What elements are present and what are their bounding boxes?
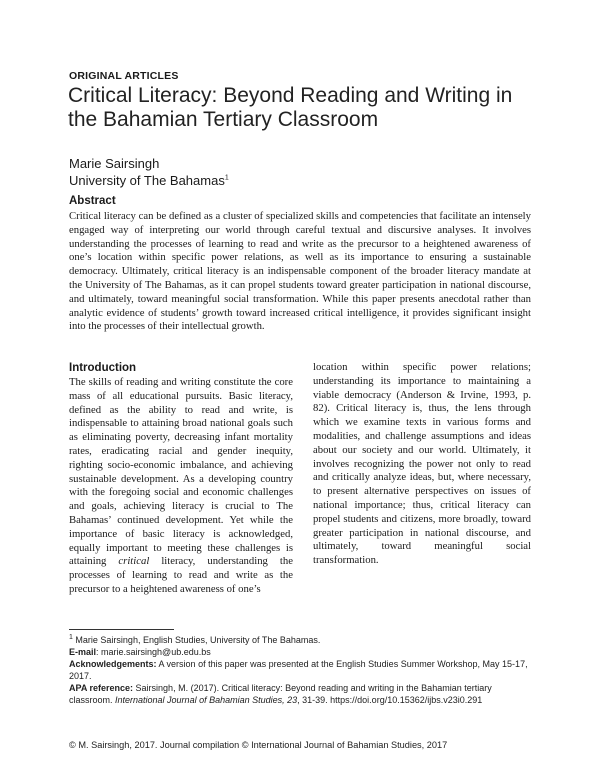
footnote-apa-reference xyxy=(69,682,534,706)
footnote-email: E-mail: marie.sairsingh@ub.edu.bs xyxy=(69,647,211,657)
abstract-text: Critical literacy can be defined as a cluster of specialized skills and competencies that facilitate an intensely engaged way of interpreting our world through careful textual and discursive analyses. It involves understanding the processes of learning to read and write as the precursor to a heightened awareness of one’s location within specific power relations, as well as its importance to ensuring a sustainable democracy. Ultimately, critical literacy is an indispensable component of the broader literacy mandate at the University of The Bahamas, as it can propel students toward greater participation in national discourse, and ultimately, toward meaningful social transformation. While this paper presents anecdotal rather than analytic evidence of students’ growth toward increased critical intelligence, it provides significant insight into the processes of their intellectual growth. xyxy=(69,210,531,333)
footnote-acknowledgements xyxy=(69,658,534,682)
section-label: ORIGINAL ARTICLES xyxy=(69,70,179,82)
copyright-footer: © M. Sairsingh, 2017. Journal compilation © International Journal of Bahamian Studies, 2017 xyxy=(69,740,448,750)
affiliation-text: University of The Bahamas xyxy=(69,173,225,188)
apa-text-1: Sairsingh, M. (2017). Critical literacy: Beyond reading and writing in the Bahamian tertiary classroom. xyxy=(69,683,492,705)
footnote-divider xyxy=(69,629,174,630)
ack-label: Acknowledgements: xyxy=(69,659,157,669)
intro-text-part-2: literacy, understanding the processes of learning to read and write as the precursor to a heightened awareness of one’s xyxy=(69,555,293,595)
footnotes xyxy=(69,634,534,706)
abstract-heading: Abstract xyxy=(69,195,116,207)
apa-label: APA reference: xyxy=(69,683,134,693)
author-affiliation xyxy=(69,172,229,189)
footnote-affiliation-text: Marie Sairsingh, English Studies, University of The Bahamas. xyxy=(75,635,321,645)
footnote-mark[interactable]: 1 xyxy=(224,174,229,182)
introduction-column-right: location within specific power relations; understanding its importance to maintaining a viable democracy (Anderson & Irvine, 1993, p. 82). Critical literacy is, thus, the lens through which we examine texts in various forms and modalities, and challenge assumptions and ideas about our society and our world. Ultimately, it involves recognizing the power not only to read and critically analyze ideas, but, where necessary, to present alternative perspectives on issues of national importance; thus, critical literacy can propel students and citizens, more broadly, toward greater participation in national discourse, and ultimately, toward meaningful social transformation. xyxy=(313,361,531,567)
author-name: Marie Sairsingh xyxy=(69,156,160,171)
introduction-column-left xyxy=(69,376,293,597)
email-label: E-mail xyxy=(69,647,97,657)
intro-text-part-1: The skills of reading and writing constitute the core mass of all educational pursuits. Basic literacy, defined as the ability to read and write, is indispensable to attaining broad national goals such as eliminating poverty, decreasing infant mortality rates, eradicating racial and gender inequity, righting socio-economic imbalance, and achieving sustainable development. As a developing country with the foregoing social and economic challenges and goals, achieving literacy is crucial to The Bahamas’ continued development. Yet while the importance of basic literacy is acknowledged, equally important to meeting these challenges is attaining xyxy=(69,376,293,568)
email-link[interactable]: marie.sairsingh@ub.edu.bs xyxy=(101,647,211,657)
article-title: Critical Literacy: Beyond Reading and Writing in the Bahamian Tertiary Classroom xyxy=(68,84,513,131)
intro-italic-word: critical xyxy=(118,555,150,568)
apa-journal: International Journal of Bahamian Studies, 23 xyxy=(115,695,298,705)
footnote-number: 1 xyxy=(69,634,73,641)
apa-text-2[interactable]: , 31-39. https://doi.org/10.15362/ijbs.v23i0.291 xyxy=(297,695,483,705)
introduction-heading: Introduction xyxy=(69,362,137,374)
author-block xyxy=(69,155,229,189)
footnote-affiliation xyxy=(69,634,534,646)
ack-text: A version of this paper was presented at the English Studies Summer Workshop, May 15-17, 2017. xyxy=(69,659,528,681)
